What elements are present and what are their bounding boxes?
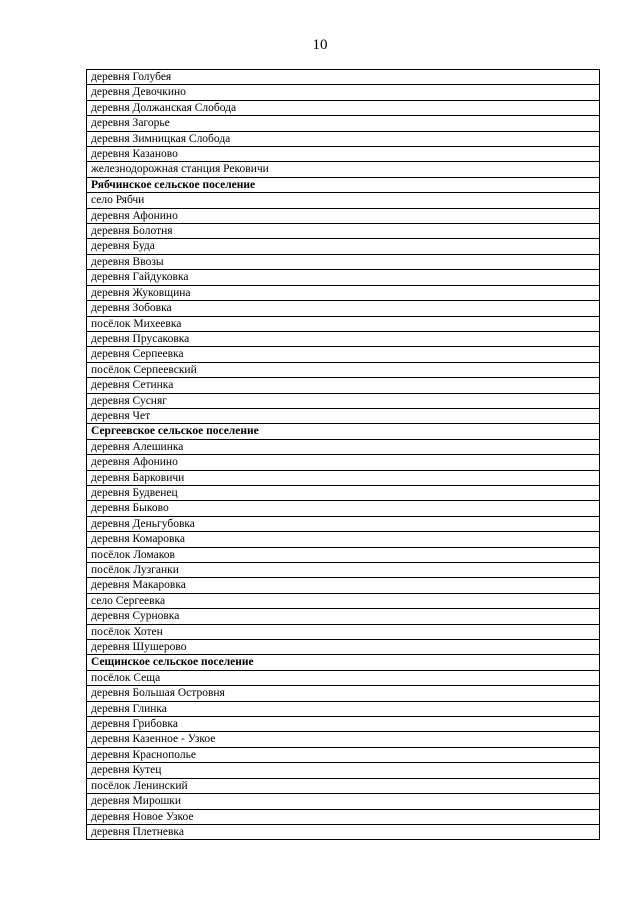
settlement-name-cell: деревня Зобовка (87, 301, 600, 316)
settlement-name-cell: деревня Серпеевка (87, 347, 600, 362)
settlement-name-cell: деревня Комаровка (87, 532, 600, 547)
settlement-name-cell: деревня Сурновка (87, 609, 600, 624)
table-row (87, 131, 600, 146)
table-row (87, 193, 600, 208)
settlement-name-cell: посёлок Хотен (87, 624, 600, 639)
settlement-name-cell: село Сергеевка (87, 593, 600, 608)
settlement-name-cell: деревня Прусаковка (87, 331, 600, 346)
settlement-name-cell: деревня Плетневка (87, 824, 600, 839)
settlement-name-cell: деревня Барковичи (87, 470, 600, 485)
table-row (87, 208, 600, 223)
table-row (87, 532, 600, 547)
settlement-name-cell: деревня Деньгубовка (87, 516, 600, 531)
settlement-name-cell: деревня Кутец (87, 763, 600, 778)
settlement-name-cell: деревня Мирошки (87, 794, 600, 809)
table-row (87, 578, 600, 593)
section-header-cell: Сещинское сельское поселение (87, 655, 600, 670)
table-row (87, 470, 600, 485)
settlement-name-cell: деревня Макаровка (87, 578, 600, 593)
table-row (87, 439, 600, 454)
table-row (87, 609, 600, 624)
settlement-name-cell: деревня Афонино (87, 455, 600, 470)
settlement-name-cell: железнодорожная станция Рековичи (87, 162, 600, 177)
section-header-row (87, 177, 600, 192)
table-row (87, 670, 600, 685)
settlement-name-cell: деревня Казенное - Узкое (87, 732, 600, 747)
table-row (87, 485, 600, 500)
table-row (87, 301, 600, 316)
table-row (87, 347, 600, 362)
table-row (87, 794, 600, 809)
settlement-name-cell: деревня Сусняг (87, 393, 600, 408)
table-row (87, 331, 600, 346)
settlement-name-cell: деревня Буда (87, 239, 600, 254)
settlement-name-cell: деревня Зимницкая Слобода (87, 131, 600, 146)
table-row (87, 408, 600, 423)
section-header-row (87, 424, 600, 439)
table-row (87, 316, 600, 331)
table-row (87, 809, 600, 824)
settlement-name-cell: посёлок Серпеевский (87, 362, 600, 377)
table-row (87, 85, 600, 100)
settlement-name-cell: деревня Чет (87, 408, 600, 423)
settlement-name-cell: деревня Ввозы (87, 254, 600, 269)
table-row (87, 732, 600, 747)
section-header-cell: Рябчинское сельское поселение (87, 177, 600, 192)
settlement-name-cell: деревня Болотня (87, 224, 600, 239)
table-row (87, 717, 600, 732)
table-row (87, 593, 600, 608)
settlement-name-cell: посёлок Ломаков (87, 547, 600, 562)
table-row (87, 563, 600, 578)
settlement-name-cell: деревня Краснополье (87, 747, 600, 762)
settlement-name-cell: деревня Сетинка (87, 378, 600, 393)
settlement-name-cell: деревня Гайдуковка (87, 270, 600, 285)
table-row (87, 254, 600, 269)
table-row (87, 763, 600, 778)
settlement-name-cell: деревня Шушерово (87, 640, 600, 655)
settlement-name-cell: посёлок Лузганки (87, 563, 600, 578)
table-row (87, 147, 600, 162)
settlement-name-cell: посёлок Михеевка (87, 316, 600, 331)
section-header-row (87, 655, 600, 670)
table-row (87, 270, 600, 285)
table-row (87, 824, 600, 839)
settlement-name-cell: деревня Алешинка (87, 439, 600, 454)
table-row (87, 455, 600, 470)
table-row (87, 378, 600, 393)
table-row (87, 224, 600, 239)
table-row (87, 516, 600, 531)
settlement-name-cell: посёлок Сеща (87, 670, 600, 685)
table-row (87, 162, 600, 177)
settlement-name-cell: деревня Казаново (87, 147, 600, 162)
settlement-name-cell: посёлок Ленинский (87, 778, 600, 793)
settlement-name-cell: деревня Грибовка (87, 717, 600, 732)
table-row (87, 393, 600, 408)
settlement-name-cell: деревня Должанская Слобода (87, 100, 600, 115)
table-row (87, 686, 600, 701)
table-row (87, 624, 600, 639)
settlement-name-cell: деревня Быково (87, 501, 600, 516)
settlements-table-body (87, 70, 600, 840)
table-row (87, 701, 600, 716)
settlement-name-cell: деревня Новое Узкое (87, 809, 600, 824)
table-row (87, 547, 600, 562)
table-row (87, 362, 600, 377)
settlement-name-cell: деревня Девочкино (87, 85, 600, 100)
settlement-name-cell: деревня Глинка (87, 701, 600, 716)
table-row (87, 640, 600, 655)
settlement-name-cell: деревня Большая Островня (87, 686, 600, 701)
settlement-name-cell: деревня Загорье (87, 116, 600, 131)
settlement-name-cell: село Рябчи (87, 193, 600, 208)
settlement-name-cell: деревня Афонино (87, 208, 600, 223)
settlement-name-cell: деревня Будвенец (87, 485, 600, 500)
table-row (87, 778, 600, 793)
settlement-name-cell: деревня Голубея (87, 70, 600, 85)
table-row (87, 70, 600, 85)
settlements-table (86, 69, 600, 840)
table-row (87, 501, 600, 516)
table-row (87, 100, 600, 115)
page-number: 10 (312, 37, 328, 53)
table-row (87, 239, 600, 254)
table-row (87, 285, 600, 300)
table-row (87, 747, 600, 762)
settlement-name-cell: деревня Жуковщина (87, 285, 600, 300)
table-row (87, 116, 600, 131)
section-header-cell: Сергеевское сельское поселение (87, 424, 600, 439)
